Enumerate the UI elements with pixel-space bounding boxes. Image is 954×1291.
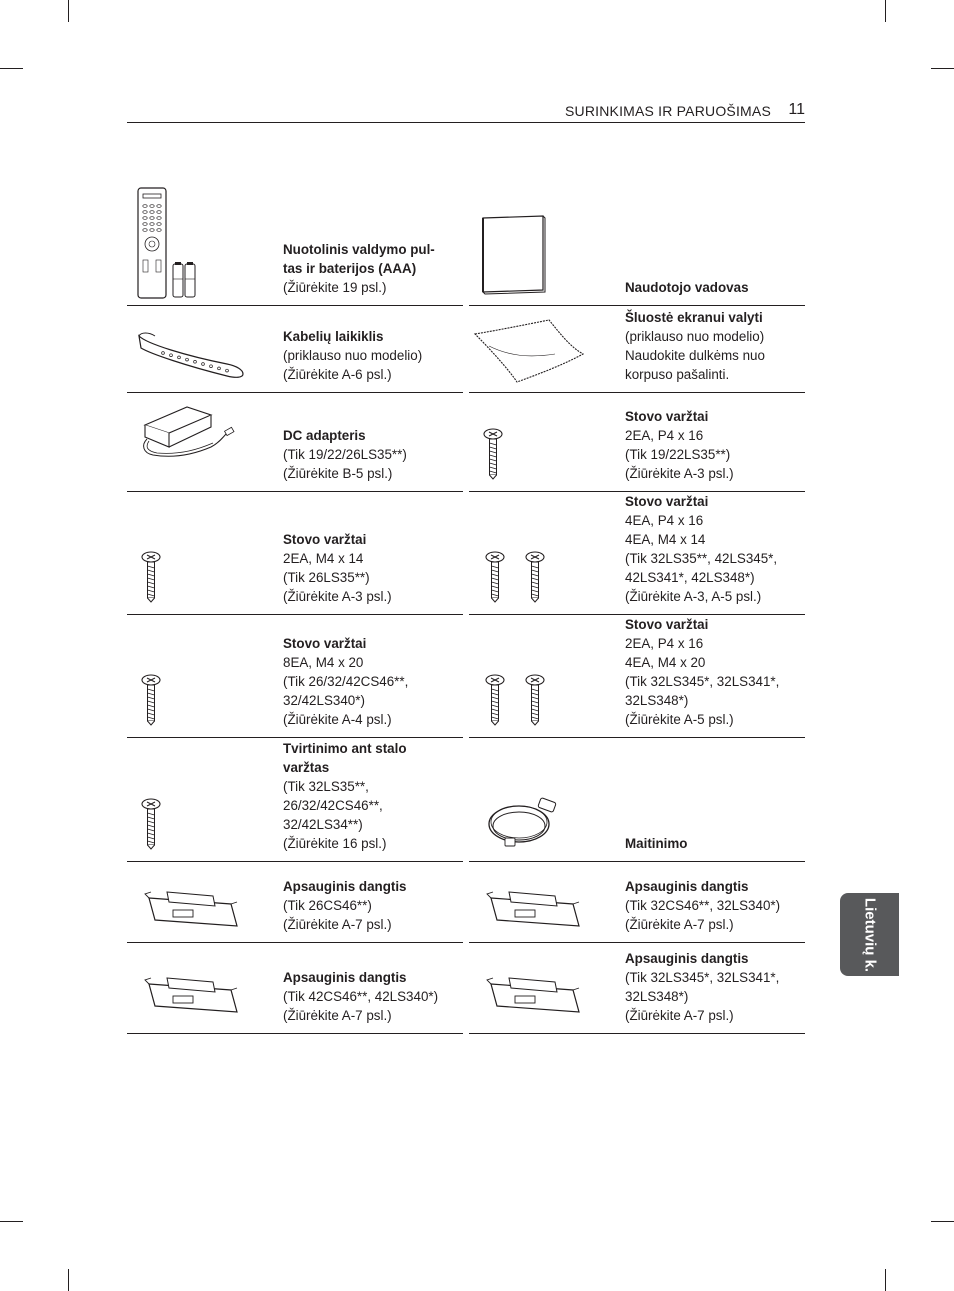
accessory-description bbox=[283, 426, 463, 483]
accessory-detail: 26/32/42CS46**, bbox=[283, 798, 383, 813]
accessory-name: Stovo varžtai bbox=[625, 409, 709, 424]
protective-cover-icon bbox=[469, 943, 619, 1033]
accessory-name: Stovo varžtai bbox=[625, 617, 709, 632]
accessory-description bbox=[283, 968, 463, 1025]
accessory-detail: 32LS348*) bbox=[625, 693, 689, 708]
crop-mark bbox=[885, 1269, 886, 1291]
accessory-description bbox=[283, 327, 463, 384]
accessory-name: DC adapteris bbox=[283, 428, 366, 443]
accessory-detail: korpuso pašalinti. bbox=[625, 367, 730, 382]
accessory-item bbox=[469, 862, 805, 943]
accessory-item bbox=[127, 862, 463, 943]
accessory-detail: (priklauso nuo modelio) bbox=[283, 348, 423, 363]
accessory-name: tas ir baterijos (AAA) bbox=[283, 261, 417, 276]
remote-control-icon bbox=[127, 186, 277, 305]
crop-mark bbox=[885, 0, 886, 22]
accessory-detail: (Žiūrėkite A-3 psl.) bbox=[283, 589, 392, 604]
accessory-detail: (Tik 26/32/42CS46**, bbox=[283, 674, 409, 689]
accessory-description bbox=[625, 834, 805, 853]
accessory-detail: (Žiūrėkite B-5 psl.) bbox=[283, 466, 393, 481]
protective-cover-icon bbox=[127, 943, 277, 1033]
accessory-detail: 8EA, M4 x 20 bbox=[283, 655, 364, 670]
accessory-detail: 4EA, M4 x 14 bbox=[625, 532, 706, 547]
accessory-name: varžtas bbox=[283, 760, 330, 775]
accessory-name: Šluostė ekranui valyti bbox=[625, 310, 763, 325]
protective-cover-icon bbox=[469, 862, 619, 942]
accessory-description bbox=[283, 739, 463, 853]
accessory-description bbox=[283, 877, 463, 934]
accessory-detail: 4EA, M4 x 20 bbox=[625, 655, 706, 670]
crop-mark bbox=[0, 1221, 23, 1222]
crop-mark bbox=[0, 68, 23, 69]
accessory-item bbox=[469, 615, 805, 738]
accessory-detail: (Tik 26CS46**) bbox=[283, 898, 372, 913]
accessory-detail: 32/42LS340*) bbox=[283, 693, 365, 708]
accessory-detail: (Žiūrėkite 16 psl.) bbox=[283, 836, 387, 851]
cleaning-cloth-icon bbox=[469, 306, 619, 392]
accessory-detail: 42LS341*, 42LS348*) bbox=[625, 570, 755, 585]
accessory-detail: 2EA, P4 x 16 bbox=[625, 636, 704, 651]
accessory-detail: (Žiūrėkite A-7 psl.) bbox=[625, 1008, 734, 1023]
accessory-detail: (Žiūrėkite A-4 psl.) bbox=[283, 712, 392, 727]
accessory-detail: (Tik 26LS35**) bbox=[283, 570, 370, 585]
accessory-detail: (Tik 32LS35**, 42LS345*, bbox=[625, 551, 778, 566]
crop-mark bbox=[931, 1221, 954, 1222]
accessory-item bbox=[127, 738, 463, 862]
accessory-name: Stovo varžtai bbox=[283, 636, 367, 651]
accessory-description bbox=[625, 492, 805, 606]
accessory-name: Nuotolinis valdymo pul- bbox=[283, 242, 435, 257]
dc-adapter-icon bbox=[127, 393, 277, 491]
crop-mark bbox=[68, 1269, 69, 1291]
accessory-detail: (Tik 32LS35**, bbox=[283, 779, 369, 794]
accessory-detail: (Žiūrėkite A-7 psl.) bbox=[283, 917, 392, 932]
accessory-name: Tvirtinimo ant stalo bbox=[283, 741, 407, 756]
accessory-item bbox=[469, 492, 805, 615]
cable-holder-icon bbox=[127, 306, 277, 392]
accessory-detail: (priklauso nuo modelio) bbox=[625, 329, 765, 344]
accessory-name: Apsauginis dangtis bbox=[625, 951, 749, 966]
accessory-detail: 2EA, M4 x 14 bbox=[283, 551, 364, 566]
manual-book-icon bbox=[469, 186, 619, 305]
two-screws-icon bbox=[469, 615, 619, 737]
two-screws-icon bbox=[469, 492, 619, 614]
accessory-detail: Naudokite dulkėms nuo bbox=[625, 348, 765, 363]
accessory-name: Stovo varžtai bbox=[283, 532, 367, 547]
accessory-name: Naudotojo vadovas bbox=[625, 280, 749, 295]
language-tab-label: Lietuvių k. bbox=[861, 897, 878, 972]
screw-icon bbox=[127, 615, 277, 737]
accessory-detail: (Žiūrėkite A-3, A-5 psl.) bbox=[625, 589, 762, 604]
accessory-description bbox=[283, 634, 463, 729]
accessory-detail: 2EA, P4 x 16 bbox=[625, 428, 704, 443]
accessory-detail: (Žiūrėkite A-3 psl.) bbox=[625, 466, 734, 481]
accessory-description bbox=[625, 949, 805, 1025]
accessory-detail: (Žiūrėkite A-7 psl.) bbox=[283, 1008, 392, 1023]
accessory-item bbox=[127, 186, 463, 306]
crop-mark bbox=[931, 68, 954, 69]
accessory-description bbox=[625, 308, 805, 384]
screw-icon bbox=[127, 738, 277, 861]
accessory-item bbox=[469, 738, 805, 862]
power-cord-icon bbox=[469, 738, 619, 861]
accessory-description bbox=[625, 278, 805, 297]
page-header bbox=[127, 100, 805, 123]
accessory-name: Apsauginis dangtis bbox=[283, 879, 407, 894]
accessory-name: Maitinimo bbox=[625, 836, 688, 851]
language-tab bbox=[840, 893, 899, 976]
screw-icon bbox=[127, 492, 277, 614]
accessory-description bbox=[625, 407, 805, 483]
accessory-item bbox=[127, 492, 463, 615]
protective-cover-icon bbox=[127, 862, 277, 942]
accessory-detail: 4EA, P4 x 16 bbox=[625, 513, 704, 528]
accessory-name: Kabelių laikiklis bbox=[283, 329, 384, 344]
section-title: SURINKIMAS IR PARUOŠIMAS bbox=[564, 103, 771, 119]
accessory-item bbox=[469, 306, 805, 393]
accessory-name: Apsauginis dangtis bbox=[625, 879, 749, 894]
accessory-detail: (Žiūrėkite A-5 psl.) bbox=[625, 712, 734, 727]
accessory-description bbox=[283, 530, 463, 606]
page-number: 11 bbox=[788, 101, 805, 118]
accessory-name: Stovo varžtai bbox=[625, 494, 709, 509]
accessory-detail: (Tik 32CS46**, 32LS340*) bbox=[625, 898, 781, 913]
accessory-detail: (Tik 42CS46**, 42LS340*) bbox=[283, 989, 439, 1004]
accessory-description bbox=[625, 877, 805, 934]
accessory-detail: (Žiūrėkite A-6 psl.) bbox=[283, 367, 392, 382]
accessory-name: Apsauginis dangtis bbox=[283, 970, 407, 985]
accessory-item bbox=[469, 186, 805, 306]
accessory-detail: (Tik 32LS345*, 32LS341*, bbox=[625, 970, 780, 985]
accessory-detail: 32/42LS34**) bbox=[283, 817, 363, 832]
accessory-detail: (Žiūrėkite 19 psl.) bbox=[283, 280, 387, 295]
accessory-item bbox=[469, 393, 805, 492]
accessory-detail: (Žiūrėkite A-7 psl.) bbox=[625, 917, 734, 932]
accessory-description bbox=[625, 615, 805, 729]
accessory-detail: (Tik 19/22LS35**) bbox=[625, 447, 731, 462]
accessory-description bbox=[283, 240, 463, 297]
accessory-item bbox=[127, 615, 463, 738]
accessory-item bbox=[469, 943, 805, 1034]
screw-icon bbox=[469, 393, 619, 491]
accessory-detail: (Tik 19/22/26LS35**) bbox=[283, 447, 407, 462]
crop-mark bbox=[68, 0, 69, 22]
accessory-item bbox=[127, 306, 463, 393]
accessory-item bbox=[127, 393, 463, 492]
accessory-item bbox=[127, 943, 463, 1034]
accessory-detail: 32LS348*) bbox=[625, 989, 689, 1004]
accessory-detail: (Tik 32LS345*, 32LS341*, bbox=[625, 674, 780, 689]
